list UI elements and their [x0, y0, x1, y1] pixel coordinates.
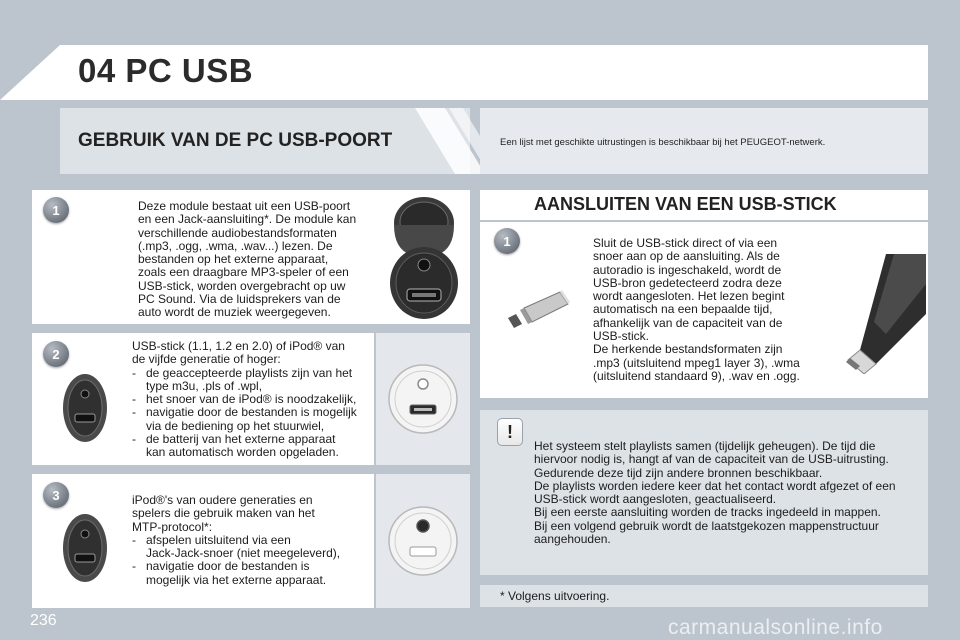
list-item: - navigatie door de bestanden is mogelijk via de bediening op het stuurwiel, [132, 406, 374, 433]
usb-section-heading: AANSLUITEN VAN EEN USB-STICK [534, 194, 837, 214]
list-item: - de geaccepteerde playlists zijn van het type m3u, .pls of .wpl, [132, 367, 374, 394]
step-badge-1: 1 [43, 197, 69, 223]
footnote: * Volgens uitvoering. [500, 589, 610, 603]
usb-cable-plug-icon [836, 254, 926, 374]
page-number: 236 [30, 612, 57, 629]
list-item: - de batterij van het externe apparaat kan automatisch worden opgeladen. [132, 433, 374, 460]
page-title: 04 PC USB [78, 52, 254, 89]
jack-port-diagram-icon [386, 504, 460, 578]
usb-connect-text: Sluit de USB-stick direct of via een snoer aan op de aansluiting. Als de autoradio is ingeschakeld, wordt de USB-bron gedetecteerd zodra deze wordt aangesloten. Het lezen begint automatisch na een bepaalde tijd, afhankelijk van de capaciteit van de USB-stick. De herkende bestandsformaten zijn .mp3 (uitsluitend mpeg1 layer 3), .wma (uitsluitend standaard 9), .wav en .ogg. [593, 236, 800, 383]
section-title: GEBRUIK VAN DE PC USB-POORT [78, 130, 393, 151]
list-item: - navigatie door de bestanden is mogelijk via het externe apparaat. [132, 560, 374, 587]
watermark: carmanualsonline.info [668, 616, 883, 639]
block-3-text: iPod®'s van oudere generaties en spelers die gebruik maken van het MTP-protocol*: - afspelen uitsluitend via een Jack-Jack-snoer (niet meegeleverd), - navigatie door de bestanden is mogelijk via het externe apparaat. [132, 494, 374, 587]
step-badge-3: 3 [43, 482, 69, 508]
warning-icon: ! [497, 418, 523, 446]
jack-socket-closed-icon [60, 512, 110, 584]
step-badge-2: 2 [43, 341, 69, 367]
block-2-text: USB-stick (1.1, 1.2 en 2.0) of iPod® van de vijfde generatie of hoger: - de geaccepteerde playlists zijn van het type m3u, .pls of .wpl, - het snoer van de iPod® is noodzakelijk, - navigatie door de bestanden is mogelijk via de bediening op het stuurwiel, - de batterij van het externe apparaat kan automatisch worden opgeladen. [132, 340, 374, 460]
network-note: Een lijst met geschikte uitrustingen is beschikbaar bij het PEUGEOT-netwerk. [500, 137, 826, 148]
block-1-text: Deze module bestaat uit een USB-poort en een Jack-aansluiting*. De module kan verschillende audiobestandsformaten (.mp3, .ogg, .wma, .wav...) lezen. De bestanden op het externe apparaat, zoals een draagbare MP3-speler of een USB-stick, worden overgebracht op uw PC Sound. Via de luidsprekers van de auto wordt de muziek weergegeven. [138, 199, 357, 320]
usb-port-diagram-icon [386, 362, 460, 436]
step-badge-usb-1: 1 [494, 228, 520, 254]
list-item: - het snoer van de iPod® is noodzakelijk, [132, 393, 374, 406]
warning-text: Het systeem stelt playlists samen (tijdelijk geheugen). De tijd die hiervoor nodig is, hangt af van de capaciteit van de USB-uitrusting. Gedurende deze tijd zijn andere bronnen beschikbaar. De playlists worden iedere keer dat het contact wordt afgezet of een USB-stick wordt aangesloten, geactualiseerd. Bij een eerste aansluiting worden de tracks ingedeeld in mappen. Bij een volgend gebruik wordt de laatstgekozen mappenstructuur aangehouden. [534, 439, 896, 547]
usb-stick-icon [502, 290, 572, 330]
usb-socket-closed-icon [60, 372, 110, 444]
list-item: - afspelen uitsluitend via een Jack-Jack-snoer (niet meegeleverd), [132, 534, 374, 561]
usb-socket-open-icon [385, 193, 463, 321]
